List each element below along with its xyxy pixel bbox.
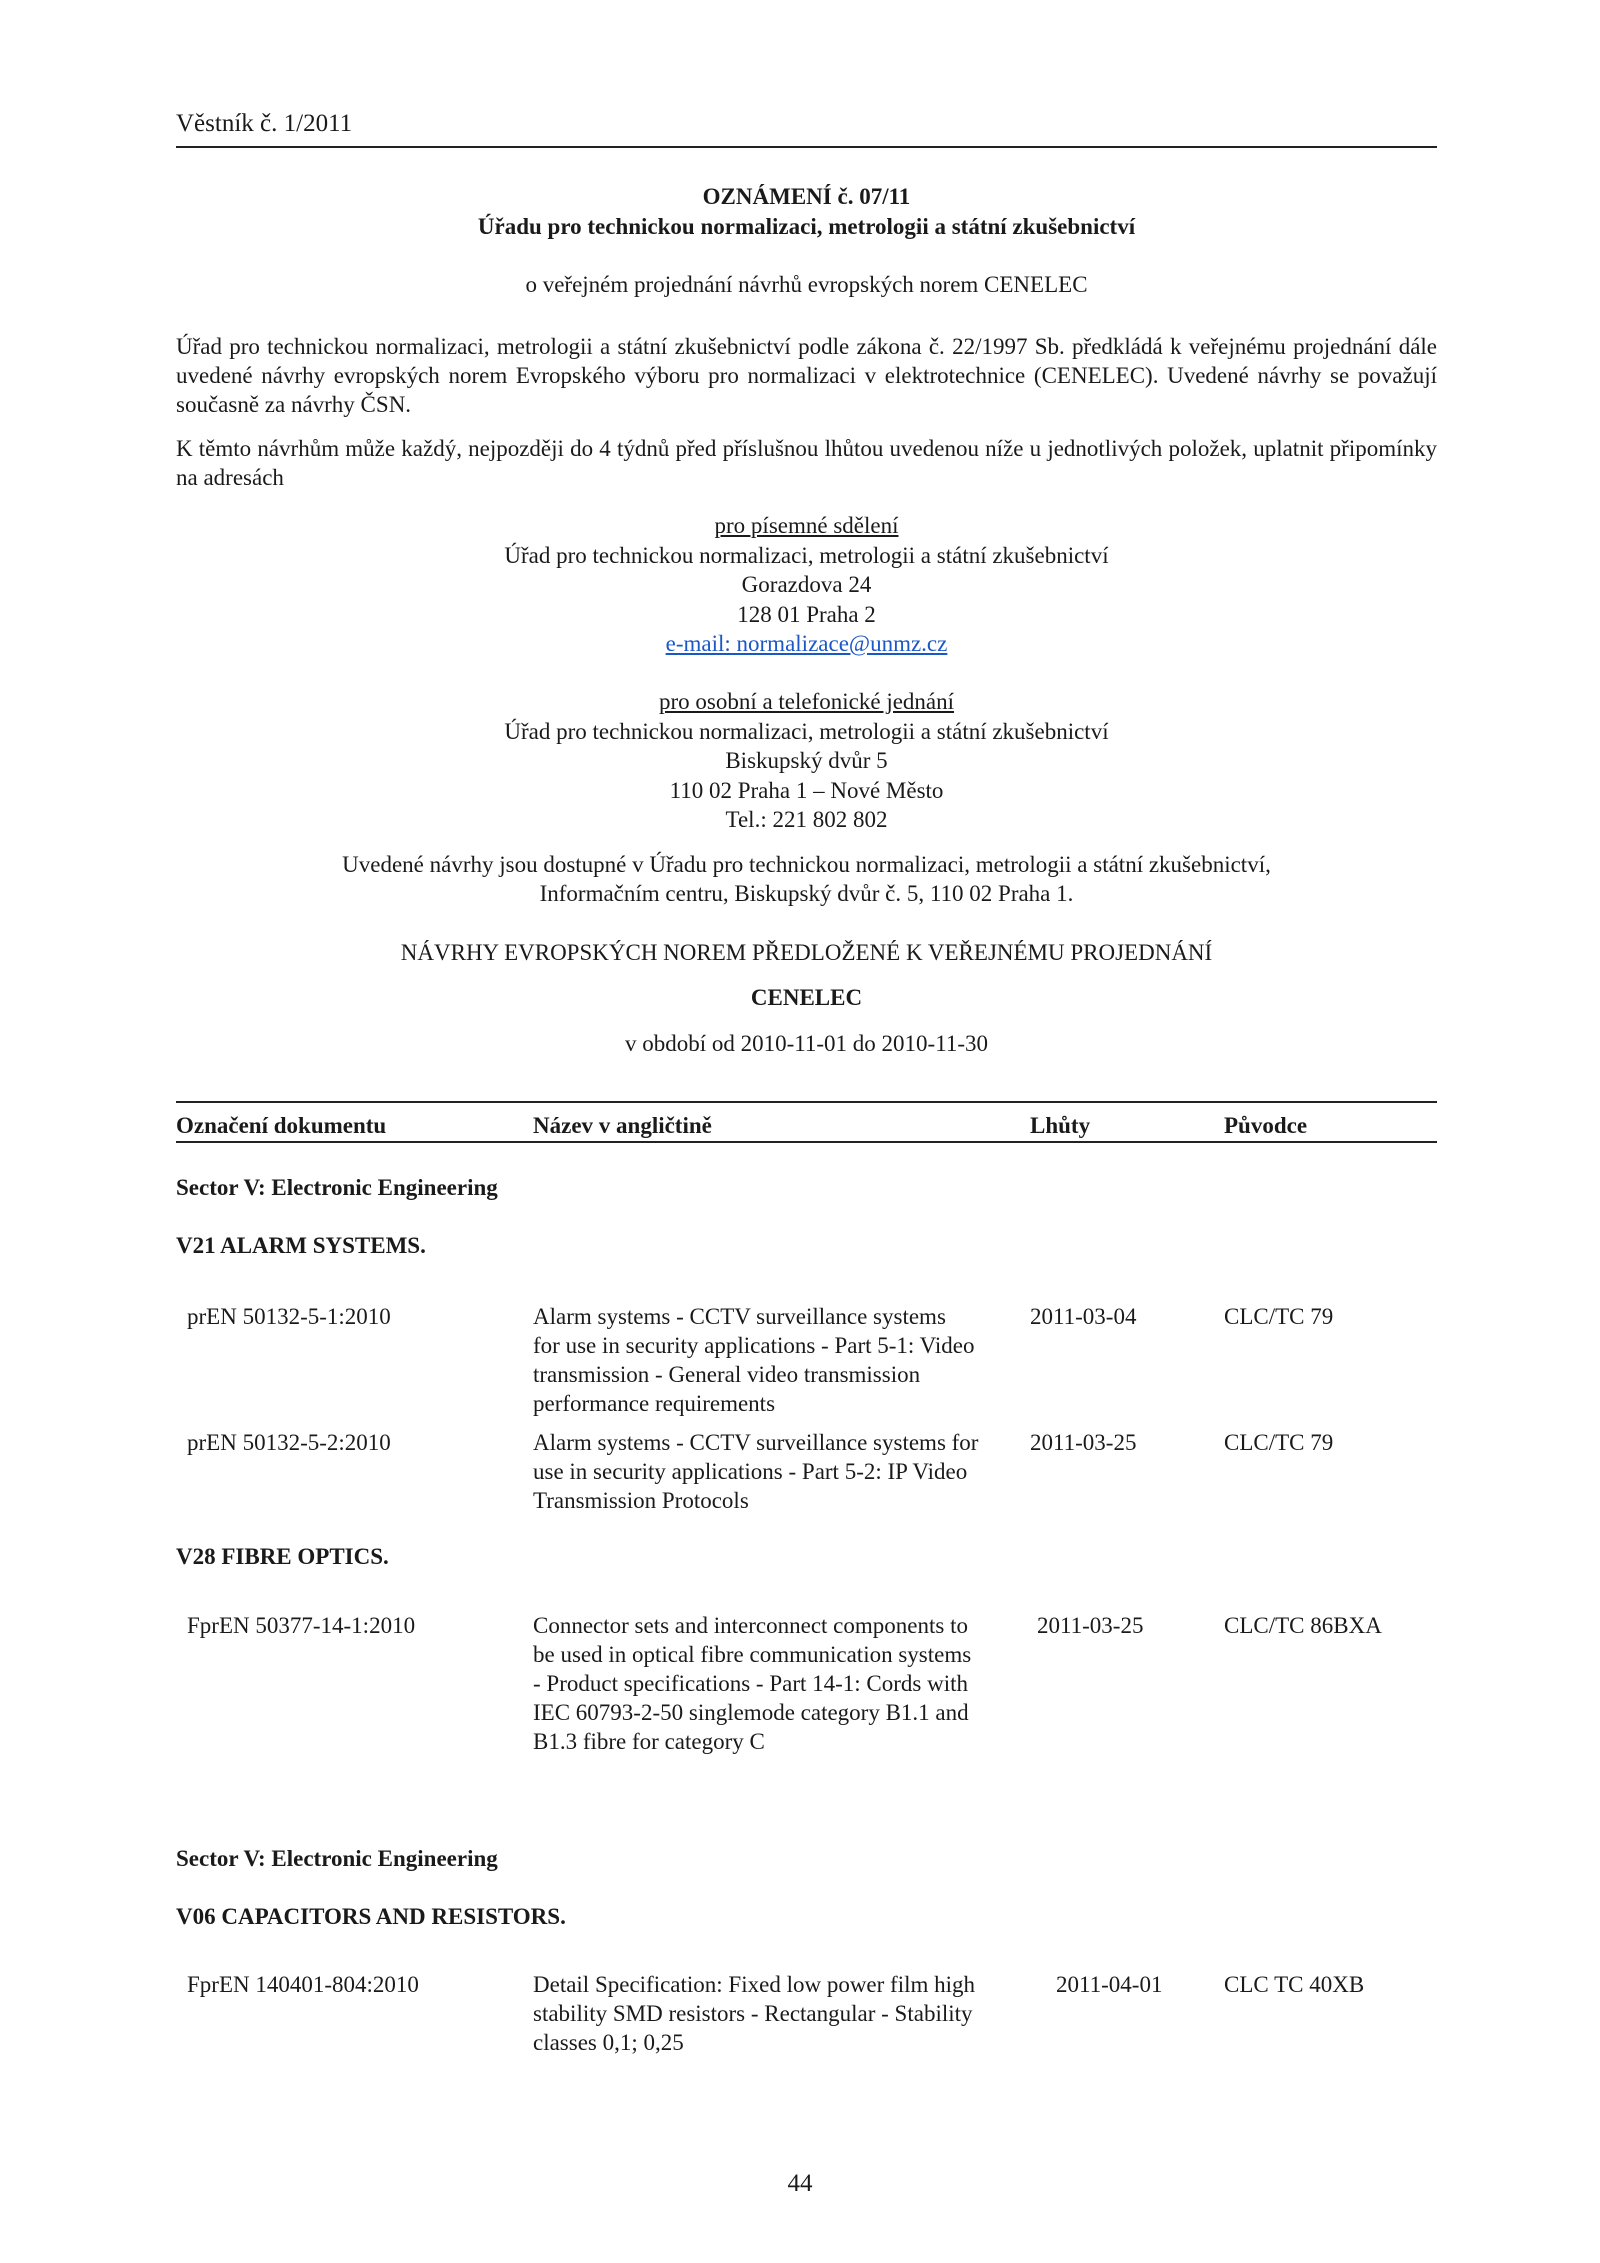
column-header-document: Označení dokumentu	[176, 1113, 387, 1138]
written-contact-street: Gorazdova 24	[741, 572, 872, 597]
proposals-heading: NÁVRHY EVROPSKÝCH NOREM PŘEDLOŽENÉ K VEŘEJNÉMU PROJEDNÁNÍ	[400, 940, 1213, 965]
column-header-originator: Původce	[1224, 1113, 1308, 1138]
intro-paragraph: Úřad pro technickou normalizaci, metrologii a státní zkušebnictví podle zákona č. 22/1997 Sb. předkládá k veřejnému projednání dále uvedené návrhy evropských norem Evropského výboru pro normalizaci v elektrotechnice (CENELEC). Uvedené návrhy se považují současně za návrhy ČSN.	[176, 334, 1437, 417]
table-row-originator: CLC TC 40XB	[1224, 1972, 1365, 1997]
table-row-doc-id: prEN 50132-5-1:2010	[187, 1304, 391, 1329]
personal-contact-street: Biskupský dvůr 5	[725, 748, 888, 773]
notice-title: OZNÁMENÍ č. 07/11	[702, 184, 911, 209]
table-row-originator: CLC/TC 79	[1224, 1304, 1334, 1329]
title-line: classes 0,1; 0,25	[533, 2030, 684, 2055]
table-row-title	[533, 1970, 1013, 2057]
written-contact-block	[176, 511, 1437, 659]
personal-contact-org: Úřad pro technickou normalizaci, metrologii a státní zkušebnictví	[504, 718, 1109, 744]
table-row-originator: CLC/TC 86BXA	[1224, 1613, 1382, 1638]
written-contact-heading: pro písemné sdělení	[714, 513, 899, 538]
title-line: Alarm systems - CCTV surveillance systems	[533, 1304, 946, 1329]
title-line: performance requirements	[533, 1391, 776, 1416]
title-line: for use in security applications - Part 5-1: Video	[533, 1333, 975, 1358]
title-line: IEC 60793-2-50 singlemode category B1.1 and	[533, 1700, 969, 1725]
title-line: Alarm systems - CCTV surveillance systems for	[533, 1430, 979, 1455]
table-header-rule	[176, 1141, 1437, 1143]
personal-contact-phone: Tel.: 221 802 802	[725, 807, 888, 832]
column-header-deadline: Lhůty	[1030, 1113, 1091, 1138]
title-line: Transmission Protocols	[533, 1488, 749, 1513]
journal-header: Věstník č. 1/2011	[176, 110, 353, 137]
title-line: - Product specifications - Part 14-1: Cords with	[533, 1671, 969, 1696]
personal-contact-heading: pro osobní a telefonické jednání	[658, 689, 955, 714]
table-row-doc-id: FprEN 140401-804:2010	[187, 1972, 419, 1997]
table-row-title	[533, 1611, 1013, 1756]
table-row-deadline: 2011-03-04	[1030, 1304, 1137, 1329]
table-row-title	[533, 1428, 1013, 1515]
page-number: 44	[787, 2170, 813, 2197]
title-line: transmission - General video transmission	[533, 1362, 921, 1387]
notice-about: o veřejném projednání návrhů evropských norem CENELEC	[525, 272, 1088, 297]
table-row-title	[533, 1302, 1013, 1418]
table-row-deadline: 2011-03-25	[1030, 1430, 1137, 1455]
title-line: stability SMD resistors - Rectangular - Stability	[533, 2001, 973, 2026]
availability-line: Uvedené návrhy jsou dostupné v Úřadu pro technickou normalizaci, metrologii a státní zkušebnictví,	[342, 852, 1271, 877]
sector-heading: Sector V: Electronic Engineering	[176, 1175, 498, 1200]
title-line: B1.3 fibre for category C	[533, 1729, 765, 1754]
written-contact-org: Úřad pro technickou normalizaci, metrologii a státní zkušebnictví	[504, 542, 1109, 568]
group-heading: V21 ALARM SYSTEMS.	[176, 1233, 426, 1258]
availability-line: Informačním centru, Biskupský dvůr č. 5, 110 02 Praha 1.	[539, 881, 1074, 906]
title-line: use in security applications - Part 5-2: IP Video	[533, 1459, 968, 1484]
title-line: Detail Specification: Fixed low power film high	[533, 1972, 976, 1997]
organization-name: CENELEC	[750, 985, 863, 1010]
sector-heading: Sector V: Electronic Engineering	[176, 1846, 498, 1871]
notice-subtitle: Úřadu pro technickou normalizaci, metrologii a státní zkušebnictví	[477, 214, 1136, 239]
table-row-doc-id: prEN 50132-5-2:2010	[187, 1430, 391, 1455]
availability-note	[176, 850, 1437, 908]
table-row-originator: CLC/TC 79	[1224, 1430, 1334, 1455]
table-row-deadline: 2011-03-25	[1037, 1613, 1144, 1638]
table-top-rule	[176, 1101, 1437, 1103]
title-line: be used in optical fibre communication systems	[533, 1642, 972, 1667]
period-text: v období od 2010-11-01 do 2010-11-30	[624, 1031, 989, 1056]
header-divider	[176, 146, 1437, 148]
personal-contact-block	[176, 687, 1437, 835]
group-heading: V28 FIBRE OPTICS.	[176, 1544, 389, 1569]
comments-paragraph: K těmto návrhům může každý, nejpozději do 4 týdnů před příslušnou lhůtou uvedenou níže u jednotlivých položek, uplatnit připomínky na adresách	[176, 436, 1437, 490]
group-heading: V06 CAPACITORS AND RESISTORS.	[176, 1904, 566, 1929]
email-link[interactable]: e-mail: normalizace@unmz.cz	[665, 631, 948, 656]
table-row-doc-id: FprEN 50377-14-1:2010	[187, 1613, 416, 1638]
written-contact-city: 128 01 Praha 2	[737, 601, 876, 627]
personal-contact-city: 110 02 Praha 1 – Nové Město	[669, 777, 944, 803]
column-header-title: Název v angličtině	[533, 1113, 712, 1138]
title-line: Connector sets and interconnect components to	[533, 1613, 968, 1638]
table-row-deadline: 2011-04-01	[1056, 1972, 1163, 1997]
